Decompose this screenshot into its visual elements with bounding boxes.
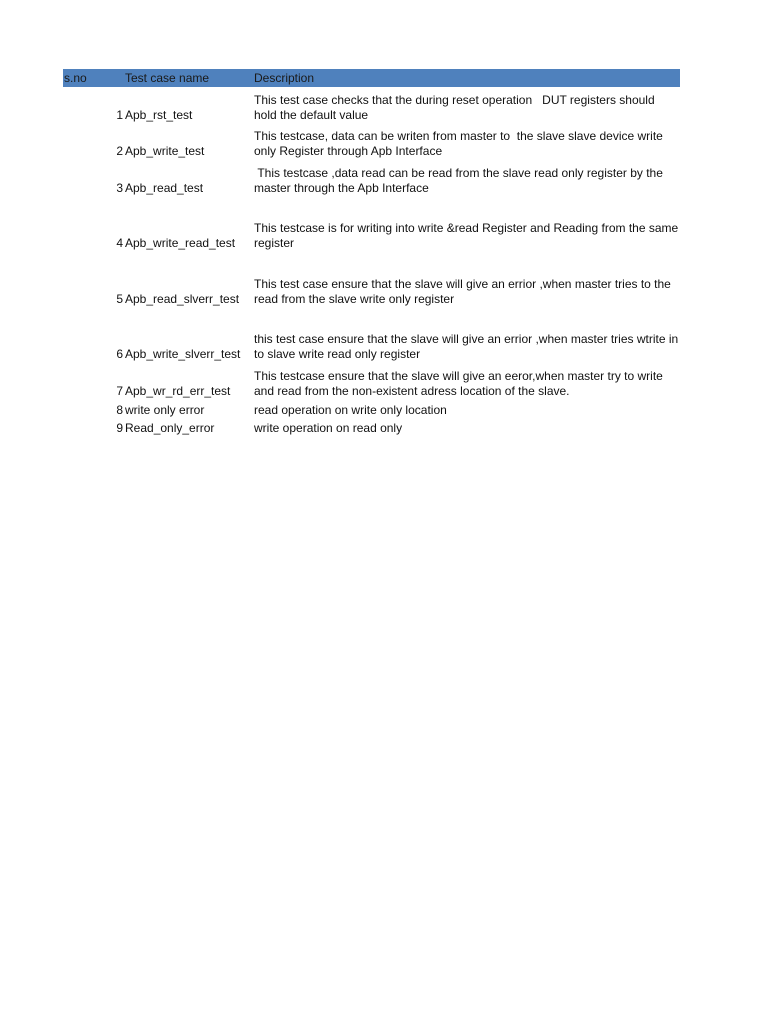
table-row xyxy=(63,221,680,253)
table-row xyxy=(63,277,680,309)
row-sno[interactable]: 9 xyxy=(116,421,123,435)
row-test-case-name[interactable]: Read_only_error xyxy=(125,421,215,435)
table-row xyxy=(63,403,680,419)
row-test-case-name[interactable]: Apb_read_slverr_test xyxy=(125,292,240,306)
row-test-case-name[interactable]: write only error xyxy=(125,403,205,417)
row-description[interactable]: This test case ensure that the slave will give an errior ,when master tries to the read from the slave write only register xyxy=(254,277,675,306)
header-description[interactable]: Description xyxy=(254,71,315,85)
table-row xyxy=(63,93,680,125)
table-row xyxy=(63,166,680,198)
spreadsheet-table xyxy=(63,69,682,435)
row-test-case-name[interactable]: Apb_write_slverr_test xyxy=(125,347,241,361)
row-sno[interactable]: 7 xyxy=(116,384,123,398)
table-row xyxy=(63,332,680,364)
row-test-case-name[interactable]: Apb_read_test xyxy=(125,181,204,195)
table-header-row xyxy=(63,69,680,87)
row-sno[interactable]: 8 xyxy=(116,403,123,417)
row-description[interactable]: This testcase ,data read can be read from the slave read only register by the master through the Apb Interface xyxy=(254,166,667,195)
row-test-case-name[interactable]: Apb_write_test xyxy=(125,144,205,158)
row-description[interactable]: This testcase is for writing into write &read Register and Reading from the same register xyxy=(254,221,682,250)
header-test-case-name[interactable]: Test case name xyxy=(125,71,210,85)
row-description[interactable]: this test case ensure that the slave will give an errior ,when master tries wtrite in to slave write read only register xyxy=(254,332,682,361)
table-row xyxy=(63,369,680,401)
table-row xyxy=(63,129,680,161)
row-test-case-name[interactable]: Apb_write_read_test xyxy=(125,236,236,250)
row-description[interactable]: This testcase, data can be writen from master to the slave slave device write only Register through Apb Interface xyxy=(254,129,667,158)
row-description[interactable]: This testcase ensure that the slave will give an eeror,when master try to write and read from the non-existent adress location of the slave. xyxy=(254,369,667,398)
row-test-case-name[interactable]: Apb_rst_test xyxy=(125,108,193,122)
row-test-case-name[interactable]: Apb_wr_rd_err_test xyxy=(125,384,231,398)
table-row xyxy=(63,421,680,437)
row-description[interactable]: read operation on write only location xyxy=(254,403,447,417)
row-sno[interactable]: 6 xyxy=(116,347,123,361)
row-sno[interactable]: 1 xyxy=(116,108,123,122)
row-description[interactable]: This test case checks that the during reset operation DUT registers should hold the default value xyxy=(254,93,658,122)
row-sno[interactable]: 2 xyxy=(116,144,123,158)
row-sno[interactable]: 3 xyxy=(116,181,123,195)
row-description[interactable]: write operation on read only xyxy=(254,421,403,435)
header-sno[interactable]: s.no xyxy=(64,71,87,85)
row-sno[interactable]: 5 xyxy=(116,292,123,306)
row-sno[interactable]: 4 xyxy=(116,236,123,250)
